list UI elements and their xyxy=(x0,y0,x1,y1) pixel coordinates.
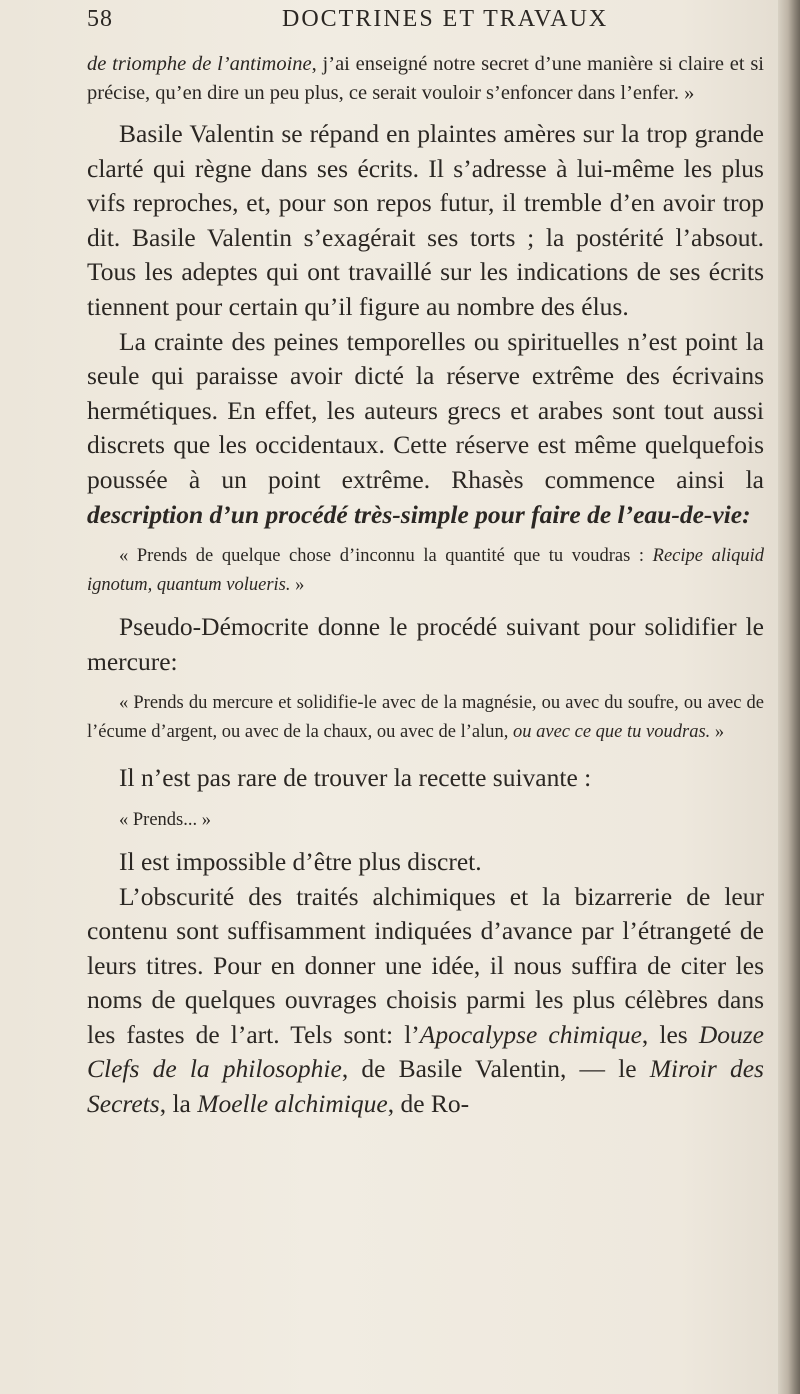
emphasis-text: Recipe aliquid ignotum, quantum volueris. xyxy=(87,546,764,596)
emphasis-text: Miroir des Secrets xyxy=(87,1054,764,1119)
quote-continuation xyxy=(87,50,764,107)
text-run: Basile Valentin se répand en plaintes amères sur la trop grande clarté qui règne dans ses écrits. Il s’adresse à lui-même les plus vifs reproches, et, pour son repos futur, il tremble d’en avoir trop dit. Basile Valentin s’exagérait ses torts ; la postérité l’absout. Tous les adeptes qui ont travaillé sur les indications de ses écrits tiennent pour certain qu’il figure au nombre des élus. xyxy=(87,119,764,321)
text-run: Il est impossible d’être plus discret. xyxy=(119,846,482,876)
text-run: » xyxy=(290,575,305,596)
text-run: Pseudo-Démocrite donne le procédé suivant pour solidifier le mercure: xyxy=(87,612,764,676)
emphasis-text: description d’un procédé très-simple pour faire de l’eau-de-vie: xyxy=(87,499,751,529)
emphasis-text: Apocalypse chimique xyxy=(419,1019,642,1049)
text-run: « Prends du mercure et solidifie-le avec de la magnésie, ou avec du soufre, ou avec de l’écume d’argent, ou avec de la chaux, ou avec de l’alun, xyxy=(87,693,764,743)
paragraph-pseudo-democrite xyxy=(87,610,764,679)
running-head: DOCTRINES ET TRAVAUX xyxy=(282,6,609,32)
text-run: , j’ai enseigné notre secret d’une manière si claire et si précise, qu’en dire un peu plus, ce serait vouloir s’enfoncer dans l’enfer. » xyxy=(87,53,764,104)
text-run: , les xyxy=(641,1019,699,1049)
text-run: , de Ro- xyxy=(387,1089,470,1119)
text-run: « Prends de quelque chose d’inconnu la quantité que tu voudras : xyxy=(119,546,653,567)
text-run: L’obscurité des traités alchimiques et la bizarrerie de leur contenu sont suffisamment indiquées d’avance par l’étrangeté de leurs titres. Pour en donner une idée, il nous suffira de citer les noms de quelques ouvrages choisis parmi les plus célèbres dans les fastes de l’art. Tels sont: l’ xyxy=(87,881,764,1049)
text-run: « Prends... » xyxy=(119,809,211,830)
text-run: Il n’est pas rare de trouver la recette suivante : xyxy=(119,763,592,793)
text-run: , la xyxy=(159,1089,198,1119)
paragraph-obscurite xyxy=(87,880,764,1122)
page-edge-shadow xyxy=(778,0,800,1394)
emphasis-text: de triomphe de l’antimoine xyxy=(87,53,312,75)
emphasis-text: ou avec ce que tu voudras. xyxy=(513,722,711,743)
paragraph-basile-valentin xyxy=(87,117,764,325)
paragraph-reserve xyxy=(87,325,764,533)
text-run: , de Basile Valentin, — le xyxy=(341,1054,650,1084)
text-body xyxy=(87,50,764,1122)
quote-mercure xyxy=(87,689,764,747)
paragraph-recette xyxy=(87,761,764,796)
emphasis-text: Moelle alchimique xyxy=(197,1089,388,1119)
emphasis-text: Douze Clefs de la philosophie xyxy=(87,1019,764,1084)
page-header xyxy=(87,4,727,44)
quote-prends xyxy=(87,806,764,835)
text-run: » xyxy=(710,722,725,743)
paragraph-discret xyxy=(87,845,764,880)
text-run: La crainte des peines temporelles ou spirituelles n’est point la seule qui paraisse avoir dicté la réserve extrême des écrivains hermétiques. En effet, les auteurs grecs et arabes sont tout aussi discrets que les occidentaux. Cette réserve est même quelquefois poussée à un point extrême. Rhasès commence ainsi la xyxy=(87,326,764,494)
page-number: 58 xyxy=(87,6,113,32)
quote-rhases xyxy=(87,542,764,600)
